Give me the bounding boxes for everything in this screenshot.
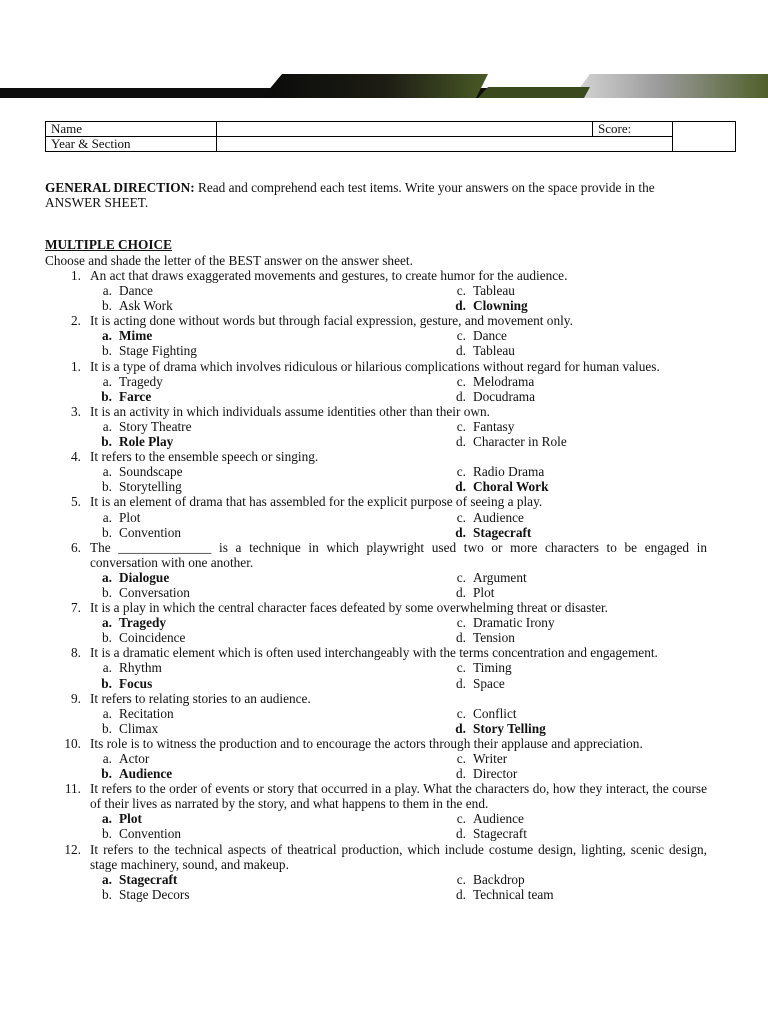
question-text: It refers to the ensemble speech or singing. bbox=[90, 449, 319, 465]
question-item bbox=[0, 691, 768, 736]
answer-option-a[interactable] bbox=[89, 283, 153, 298]
option-text: Audience bbox=[473, 509, 524, 525]
answer-option-d[interactable] bbox=[443, 525, 531, 540]
option-letter: c. bbox=[456, 373, 466, 389]
option-text: Plot bbox=[473, 584, 495, 600]
answer-option-a[interactable] bbox=[89, 570, 169, 585]
option-letter: b. bbox=[102, 298, 112, 314]
name-label: Name bbox=[46, 122, 217, 137]
option-letter: b. bbox=[101, 388, 112, 404]
option-letter: d. bbox=[455, 298, 466, 314]
question-item bbox=[0, 313, 768, 358]
option-letter: c. bbox=[456, 615, 466, 631]
question-item bbox=[0, 781, 768, 841]
option-letter: c. bbox=[456, 283, 466, 299]
option-row bbox=[0, 872, 768, 887]
question-item bbox=[0, 404, 768, 449]
option-text: Soundscape bbox=[119, 464, 183, 480]
question-number: 6. bbox=[71, 539, 81, 555]
option-text: Director bbox=[473, 766, 518, 782]
answer-option-c[interactable] bbox=[443, 811, 524, 826]
section-title: MULTIPLE CHOICE bbox=[45, 237, 172, 252]
option-letter: b. bbox=[101, 434, 112, 450]
option-letter: b. bbox=[102, 584, 112, 600]
option-text: Dance bbox=[119, 283, 153, 299]
answer-option-a[interactable] bbox=[89, 706, 174, 721]
option-text: Stage Fighting bbox=[119, 343, 197, 359]
option-row bbox=[0, 676, 768, 691]
option-text: Melodrama bbox=[473, 373, 535, 389]
general-direction bbox=[45, 180, 710, 210]
question-number: 12. bbox=[64, 841, 81, 857]
option-letter: d. bbox=[456, 766, 466, 782]
question-text: It refers to relating stories to an audience. bbox=[90, 690, 311, 706]
option-text: Story Theatre bbox=[119, 418, 192, 434]
answer-option-d[interactable] bbox=[443, 479, 548, 494]
option-text: Convention bbox=[119, 524, 182, 540]
option-text: Recitation bbox=[119, 705, 174, 721]
answer-option-d[interactable] bbox=[443, 298, 528, 313]
option-letter: d. bbox=[455, 524, 466, 540]
answer-option-c[interactable] bbox=[443, 419, 514, 434]
option-text: Stagecraft bbox=[119, 871, 178, 887]
option-row bbox=[0, 811, 768, 826]
option-row bbox=[0, 283, 768, 298]
option-letter: d. bbox=[456, 434, 466, 450]
option-text: Mime bbox=[119, 328, 153, 344]
option-letter: a. bbox=[102, 811, 112, 827]
answer-option-c[interactable] bbox=[443, 570, 527, 585]
question-text: It is a play in which the central character faces defeated by some overwhelming threat or disaster. bbox=[90, 600, 608, 616]
option-text: Tragedy bbox=[119, 615, 167, 631]
option-letter: d. bbox=[456, 886, 466, 902]
name-field[interactable] bbox=[217, 122, 593, 137]
answer-option-b[interactable] bbox=[89, 479, 182, 494]
general-direction-label: GENERAL DIRECTION: bbox=[45, 180, 195, 195]
option-text: Tableau bbox=[473, 343, 515, 359]
answer-option-b[interactable] bbox=[89, 630, 185, 645]
option-letter: b. bbox=[102, 886, 112, 902]
student-info-table bbox=[45, 121, 736, 152]
option-text: Character in Role bbox=[473, 434, 567, 450]
question-item bbox=[0, 540, 768, 600]
option-letter: c. bbox=[456, 328, 466, 344]
answer-option-a[interactable] bbox=[89, 510, 140, 525]
score-field[interactable] bbox=[673, 122, 736, 152]
question-number: 4. bbox=[71, 449, 81, 465]
option-text: Argument bbox=[473, 569, 527, 585]
option-row bbox=[0, 389, 768, 404]
option-text: Tension bbox=[473, 630, 515, 646]
option-letter: d. bbox=[456, 388, 466, 404]
option-text: Dance bbox=[473, 328, 507, 344]
option-text: Space bbox=[473, 675, 505, 691]
option-letter: a. bbox=[102, 660, 112, 676]
option-letter: c. bbox=[456, 751, 466, 766]
option-letter: a. bbox=[102, 705, 112, 721]
answer-option-d[interactable] bbox=[443, 826, 527, 841]
question-text: The ______________ is a technique in which playwright used two or more characters to be engaged in conversation with one another. bbox=[90, 539, 707, 570]
option-text: Climax bbox=[119, 720, 159, 736]
option-letter: d. bbox=[456, 826, 466, 842]
option-row bbox=[0, 826, 768, 841]
year-section-field[interactable] bbox=[217, 137, 673, 152]
option-text: Tableau bbox=[473, 283, 515, 299]
option-row bbox=[0, 660, 768, 675]
option-text: Radio Drama bbox=[473, 464, 545, 480]
answer-option-b[interactable] bbox=[89, 525, 181, 540]
option-row bbox=[0, 343, 768, 358]
question-item bbox=[0, 736, 768, 781]
option-letter: c. bbox=[456, 509, 466, 525]
question-number: 8. bbox=[71, 645, 81, 661]
score-label: Score: bbox=[593, 122, 673, 137]
answer-option-b[interactable] bbox=[89, 585, 190, 600]
answer-option-c[interactable] bbox=[443, 510, 524, 525]
option-text: Story Telling bbox=[473, 720, 546, 736]
option-text: Farce bbox=[119, 388, 152, 404]
option-text: Tragedy bbox=[119, 373, 163, 389]
option-row bbox=[0, 374, 768, 389]
option-letter: b. bbox=[102, 826, 112, 842]
answer-option-c[interactable] bbox=[443, 374, 534, 389]
year-section-label: Year & Section bbox=[46, 137, 217, 152]
question-item bbox=[0, 268, 768, 313]
option-letter: d. bbox=[456, 675, 466, 691]
option-row bbox=[0, 328, 768, 343]
answer-option-d[interactable] bbox=[443, 343, 515, 358]
option-letter: b. bbox=[101, 766, 112, 782]
answer-option-c[interactable] bbox=[443, 615, 555, 630]
header-band bbox=[0, 74, 768, 100]
option-row bbox=[0, 706, 768, 721]
option-letter: a. bbox=[102, 509, 112, 525]
general-direction-text: Read and comprehend each test items. Write your answers on the space provide in the ANSWER SHEET. bbox=[45, 180, 655, 211]
option-text: Docudrama bbox=[473, 388, 536, 404]
option-text: Focus bbox=[119, 675, 153, 691]
question-item bbox=[0, 494, 768, 539]
answer-option-d[interactable] bbox=[443, 585, 494, 600]
option-text: Rhythm bbox=[119, 660, 162, 676]
answer-option-c[interactable] bbox=[443, 283, 515, 298]
option-text: Choral Work bbox=[473, 479, 549, 495]
question-text: It refers to the order of events or story that occurred in a play. What the characters do, how they interact, the course of their lives as narrated by the story, and what happens to them in the end. bbox=[90, 781, 707, 812]
option-letter: c. bbox=[456, 569, 466, 585]
option-text: Stagecraft bbox=[473, 524, 532, 540]
question-number: 3. bbox=[71, 403, 81, 419]
answer-option-b[interactable] bbox=[89, 766, 172, 781]
option-row bbox=[0, 887, 768, 902]
answer-option-b[interactable] bbox=[89, 676, 152, 691]
option-letter: a. bbox=[102, 418, 112, 434]
answer-option-a[interactable] bbox=[89, 464, 183, 479]
option-row bbox=[0, 630, 768, 645]
option-text: Writer bbox=[473, 751, 508, 766]
answer-option-a[interactable] bbox=[89, 328, 152, 343]
answer-option-c[interactable] bbox=[443, 660, 512, 675]
option-row bbox=[0, 721, 768, 736]
option-row bbox=[0, 570, 768, 585]
option-text: Stage Decors bbox=[119, 886, 190, 902]
question-number: 2. bbox=[71, 313, 81, 329]
option-letter: a. bbox=[102, 871, 112, 887]
question-number: 5. bbox=[71, 494, 81, 510]
option-letter: b. bbox=[102, 479, 112, 495]
answer-option-a[interactable] bbox=[89, 751, 149, 766]
question-text: It is an activity in which individuals assume identities other than their own. bbox=[90, 403, 490, 419]
option-letter: a. bbox=[102, 464, 112, 480]
answer-option-c[interactable] bbox=[443, 464, 544, 479]
question-item bbox=[0, 449, 768, 494]
answer-option-b[interactable] bbox=[89, 826, 181, 841]
option-text: Clowning bbox=[473, 298, 528, 314]
answer-option-b[interactable] bbox=[89, 343, 197, 358]
option-letter: d. bbox=[456, 343, 466, 359]
question-number: 1. bbox=[71, 358, 81, 374]
question-text: It is a type of drama which involves ridiculous or hilarious complications without regard for human values. bbox=[90, 358, 660, 374]
answer-option-b[interactable] bbox=[89, 434, 173, 449]
option-letter: b. bbox=[102, 524, 112, 540]
answer-option-d[interactable] bbox=[443, 887, 554, 902]
answer-option-a[interactable] bbox=[89, 419, 192, 434]
answer-option-b[interactable] bbox=[89, 298, 173, 313]
option-letter: c. bbox=[456, 811, 466, 827]
answer-option-d[interactable] bbox=[443, 389, 535, 404]
question-item bbox=[0, 600, 768, 645]
question-text: It is acting done without words but through facial expression, gesture, and movement only. bbox=[90, 313, 573, 329]
option-text: Audience bbox=[473, 811, 524, 827]
answer-option-a[interactable] bbox=[89, 615, 166, 630]
option-text: Storytelling bbox=[119, 479, 182, 495]
option-letter: d. bbox=[455, 720, 466, 736]
option-text: Convention bbox=[119, 826, 182, 842]
question-text: It is a dramatic element which is often used interchangeably with the terms concentration and engagement. bbox=[90, 645, 658, 661]
option-text: Role Play bbox=[119, 434, 174, 450]
option-text: Actor bbox=[119, 751, 150, 766]
question-item bbox=[0, 645, 768, 690]
option-row bbox=[0, 479, 768, 494]
option-row bbox=[0, 615, 768, 630]
answer-option-b[interactable] bbox=[89, 389, 151, 404]
option-letter: b. bbox=[102, 720, 112, 736]
question-text: It refers to the technical aspects of theatrical production, which include costume design, lighting, scenic design, stage machinery, sound, and makeup. bbox=[90, 841, 707, 872]
option-letter: a. bbox=[102, 615, 112, 631]
option-text: Backdrop bbox=[473, 871, 525, 887]
answer-option-c[interactable] bbox=[443, 872, 525, 887]
option-text: Fantasy bbox=[473, 418, 515, 434]
answer-option-b[interactable] bbox=[89, 721, 158, 736]
answer-option-a[interactable] bbox=[89, 374, 163, 389]
option-letter: c. bbox=[456, 464, 466, 480]
option-text: Conflict bbox=[473, 705, 517, 721]
option-text: Coincidence bbox=[119, 630, 186, 646]
option-letter: a. bbox=[102, 751, 112, 766]
option-letter: d. bbox=[455, 479, 466, 495]
answer-option-c[interactable] bbox=[443, 706, 517, 721]
option-text: Technical team bbox=[473, 886, 554, 902]
answer-option-a[interactable] bbox=[89, 872, 177, 887]
option-letter: d. bbox=[456, 584, 466, 600]
answer-option-a[interactable] bbox=[89, 811, 142, 826]
option-letter: c. bbox=[456, 705, 466, 721]
option-letter: a. bbox=[102, 328, 112, 344]
option-text: Timing bbox=[473, 660, 512, 676]
option-letter: b. bbox=[101, 675, 112, 691]
option-text: Plot bbox=[119, 811, 142, 827]
answer-option-d[interactable] bbox=[443, 434, 567, 449]
option-row bbox=[0, 419, 768, 434]
option-letter: a. bbox=[102, 283, 112, 299]
option-text: Plot bbox=[119, 509, 141, 525]
question-list bbox=[0, 268, 768, 902]
answer-option-d[interactable] bbox=[443, 630, 515, 645]
option-letter: b. bbox=[102, 630, 112, 646]
option-row bbox=[0, 510, 768, 525]
answer-option-d[interactable] bbox=[443, 721, 546, 736]
option-letter: c. bbox=[456, 871, 466, 887]
option-row bbox=[0, 585, 768, 600]
answer-option-d[interactable] bbox=[443, 676, 505, 691]
answer-option-c[interactable] bbox=[443, 328, 507, 343]
option-text: Ask Work bbox=[119, 298, 173, 314]
option-row bbox=[0, 751, 768, 766]
answer-option-d[interactable] bbox=[443, 766, 517, 781]
question-number: 10. bbox=[64, 735, 81, 751]
option-text: Conversation bbox=[119, 584, 190, 600]
option-text: Stagecraft bbox=[473, 826, 527, 842]
question-text: Its role is to witness the production and to encourage the actors through their applause and appreciation. bbox=[90, 735, 643, 751]
question-number: 1. bbox=[71, 268, 81, 283]
question-number: 7. bbox=[71, 600, 81, 616]
option-text: Dramatic Irony bbox=[473, 615, 555, 631]
question-item bbox=[0, 842, 768, 902]
question-text: An act that draws exaggerated movements and gestures, to create humor for the audience. bbox=[90, 268, 568, 283]
question-text: It is an element of drama that has assembled for the explicit purpose of seeing a play. bbox=[90, 494, 543, 510]
answer-option-a[interactable] bbox=[89, 660, 162, 675]
answer-option-c[interactable] bbox=[443, 751, 507, 766]
option-text: Audience bbox=[119, 766, 173, 782]
option-letter: b. bbox=[102, 343, 112, 359]
option-row bbox=[0, 298, 768, 313]
option-letter: a. bbox=[102, 569, 112, 585]
question-number: 9. bbox=[71, 690, 81, 706]
option-row bbox=[0, 464, 768, 479]
option-row bbox=[0, 766, 768, 781]
answer-option-b[interactable] bbox=[89, 887, 190, 902]
option-letter: a. bbox=[102, 373, 112, 389]
option-row bbox=[0, 525, 768, 540]
option-letter: c. bbox=[456, 418, 466, 434]
section-instruction: Choose and shade the letter of the BEST answer on the answer sheet. bbox=[45, 253, 413, 268]
option-row bbox=[0, 434, 768, 449]
option-letter: c. bbox=[456, 660, 466, 676]
option-letter: d. bbox=[456, 630, 466, 646]
option-text: Dialogue bbox=[119, 569, 170, 585]
question-item bbox=[0, 359, 768, 404]
question-number: 11. bbox=[64, 781, 81, 797]
